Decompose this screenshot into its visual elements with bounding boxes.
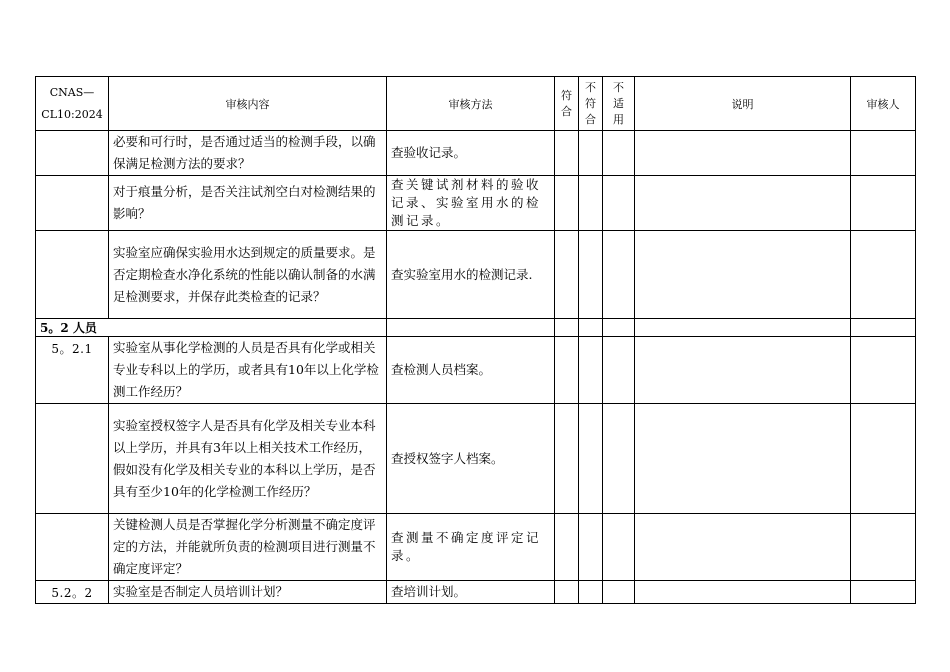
header-content: 审核内容	[109, 77, 387, 131]
content-cell: 实验室从事化学检测的人员是否具有化学或相关专业专科以上的学历，或者具有10年以上化学检测工作经历？	[109, 337, 387, 404]
nonconform-checkbox[interactable]	[579, 231, 603, 319]
header-conform-label: 符合	[561, 88, 572, 118]
clause-cell	[36, 514, 109, 581]
method-cell: 查检测人员档案。	[387, 337, 555, 404]
method-cell: 查实验室用水的检测记录.	[387, 231, 555, 319]
conform-checkbox[interactable]	[555, 514, 579, 581]
method-cell: 查关键试剂材料的验收记录、实验室用水的检测记录。	[387, 176, 555, 231]
section-filler	[635, 319, 851, 337]
header-conform	[555, 77, 579, 131]
na-checkbox[interactable]	[603, 581, 635, 604]
auditor-field[interactable]	[851, 231, 916, 319]
content-cell: 实验室是否制定人员培训计划？	[109, 581, 387, 604]
auditor-field[interactable]	[851, 176, 916, 231]
conform-checkbox[interactable]	[555, 231, 579, 319]
table-row	[36, 581, 916, 604]
section-filler	[603, 319, 635, 337]
content-cell: 实验室应确保实验用水达到规定的质量要求。是否定期检查水净化系统的性能以确认制备的水满足检测要求，并保存此类检查的记录？	[109, 231, 387, 319]
note-field[interactable]	[635, 176, 851, 231]
clause-cell	[36, 404, 109, 514]
table-row	[36, 514, 916, 581]
header-na	[603, 77, 635, 131]
nonconform-checkbox[interactable]	[579, 404, 603, 514]
section-filler	[387, 319, 555, 337]
header-code-line1: CNAS—	[49, 85, 95, 99]
audit-checklist-table	[35, 76, 916, 604]
note-field[interactable]	[635, 231, 851, 319]
header-cnas-code	[36, 77, 109, 131]
na-checkbox[interactable]	[603, 131, 635, 176]
conform-checkbox[interactable]	[555, 404, 579, 514]
na-checkbox[interactable]	[603, 337, 635, 404]
method-cell: 查培训计划。	[387, 581, 555, 604]
header-auditor: 审核人	[851, 77, 916, 131]
header-method: 审核方法	[387, 77, 555, 131]
note-field[interactable]	[635, 514, 851, 581]
header-na-label: 不适用	[613, 80, 624, 126]
note-field[interactable]	[635, 337, 851, 404]
header-code-line2: CL10:2024	[41, 107, 103, 121]
method-cell: 查验收记录。	[387, 131, 555, 176]
nonconform-checkbox[interactable]	[579, 176, 603, 231]
section-filler	[851, 319, 916, 337]
clause-cell	[36, 231, 109, 319]
method-cell: 查测量不确定度评定记录。	[387, 514, 555, 581]
section-filler	[579, 319, 603, 337]
note-field[interactable]	[635, 131, 851, 176]
table-row	[36, 231, 916, 319]
na-checkbox[interactable]	[603, 176, 635, 231]
nonconform-checkbox[interactable]	[579, 337, 603, 404]
na-checkbox[interactable]	[603, 231, 635, 319]
section-filler	[555, 319, 579, 337]
na-checkbox[interactable]	[603, 404, 635, 514]
clause-cell: 5。2.1	[36, 337, 109, 404]
table-row	[36, 176, 916, 231]
note-field[interactable]	[635, 404, 851, 514]
method-cell: 查授权签字人档案。	[387, 404, 555, 514]
nonconform-checkbox[interactable]	[579, 131, 603, 176]
na-checkbox[interactable]	[603, 514, 635, 581]
conform-checkbox[interactable]	[555, 131, 579, 176]
auditor-field[interactable]	[851, 131, 916, 176]
conform-checkbox[interactable]	[555, 581, 579, 604]
note-field[interactable]	[635, 581, 851, 604]
header-nonconform	[579, 77, 603, 131]
clause-cell: 5.2。2	[36, 581, 109, 604]
auditor-field[interactable]	[851, 337, 916, 404]
table-row	[36, 337, 916, 404]
clause-cell	[36, 176, 109, 231]
header-note: 说明	[635, 77, 851, 131]
section-title: 5。2 人员	[36, 319, 387, 337]
clause-cell	[36, 131, 109, 176]
auditor-field[interactable]	[851, 514, 916, 581]
auditor-field[interactable]	[851, 581, 916, 604]
section-row-personnel	[36, 319, 916, 337]
auditor-field[interactable]	[851, 404, 916, 514]
nonconform-checkbox[interactable]	[579, 514, 603, 581]
table-row	[36, 404, 916, 514]
content-cell: 对于痕量分析，是否关注试剂空白对检测结果的影响？	[109, 176, 387, 231]
header-nonconform-label: 不符合	[585, 80, 596, 126]
content-cell: 必要和可行时，是否通过适当的检测手段，以确保满足检测方法的要求？	[109, 131, 387, 176]
table-row	[36, 131, 916, 176]
content-cell: 实验室授权签字人是否具有化学及相关专业本科以上学历，并具有3年以上相关技术工作经历，假如没有化学及相关专业的本科以上学历，是否具有至少10年的化学检测工作经历？	[109, 404, 387, 514]
table-header-row	[36, 77, 916, 131]
conform-checkbox[interactable]	[555, 176, 579, 231]
nonconform-checkbox[interactable]	[579, 581, 603, 604]
content-cell: 关键检测人员是否掌握化学分析测量不确定度评定的方法，并能就所负责的检测项目进行测量不确定度评定？	[109, 514, 387, 581]
conform-checkbox[interactable]	[555, 337, 579, 404]
